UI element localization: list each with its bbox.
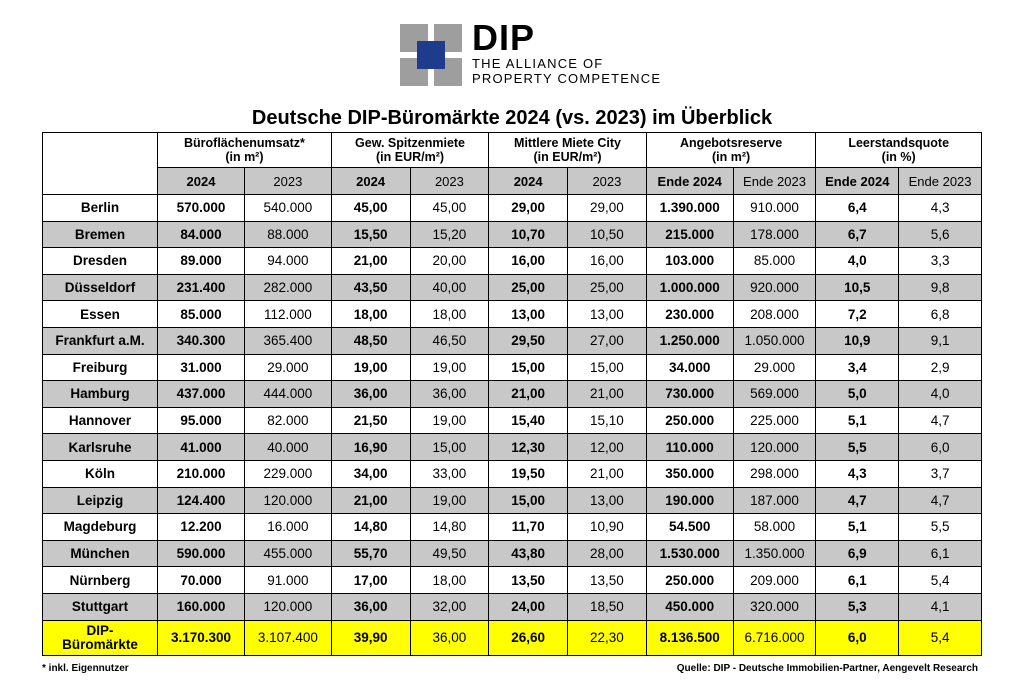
value-cell: 16,90 [331,434,410,461]
total-value-cell: 39,90 [331,620,410,655]
year-header-row [43,168,982,195]
year-header: Ende 2024 [816,168,899,195]
value-cell: 32,00 [410,593,489,620]
value-cell: 84.000 [158,221,245,248]
total-row [43,620,982,655]
value-cell: 21,00 [489,381,568,408]
value-cell: 45,00 [331,195,410,222]
year-header: 2024 [331,168,410,195]
value-cell: 19,50 [489,460,568,487]
value-cell: 120.000 [733,434,816,461]
source-note: Quelle: DIP - Deutsche Immobilien-Partner, Aengevelt Research [676,663,978,674]
value-cell: 13,00 [568,301,647,328]
value-cell: 124.400 [158,487,245,514]
value-cell: 21,50 [331,407,410,434]
value-cell: 85.000 [733,248,816,275]
value-cell: 4,7 [899,407,982,434]
value-cell: 5,0 [816,381,899,408]
total-value-cell: 5,4 [899,620,982,655]
value-cell: 320.000 [733,593,816,620]
value-cell: 82.000 [244,407,331,434]
value-cell: 178.000 [733,221,816,248]
logo-tagline-2: PROPERTY COMPETENCE [472,71,662,86]
value-cell: 18,00 [410,301,489,328]
value-cell: 2,9 [899,354,982,381]
dip-logo-mark-icon [400,24,462,86]
value-cell: 46,50 [410,327,489,354]
value-cell: 1.250.000 [646,327,733,354]
value-cell: 225.000 [733,407,816,434]
value-cell: 730.000 [646,381,733,408]
value-cell: 31.000 [158,354,245,381]
value-cell: 1.530.000 [646,540,733,567]
value-cell: 3,4 [816,354,899,381]
value-cell: 54.500 [646,514,733,541]
value-cell: 160.000 [158,593,245,620]
value-cell: 5,5 [816,434,899,461]
value-cell: 48,50 [331,327,410,354]
value-cell: 365.400 [244,327,331,354]
total-value-cell: 3.170.300 [158,620,245,655]
footnote: * inkl. Eigennutzer [42,663,129,674]
value-cell: 29,00 [489,195,568,222]
value-cell: 231.400 [158,274,245,301]
value-cell: 10,90 [568,514,647,541]
city-cell: Stuttgart [43,593,158,620]
value-cell: 282.000 [244,274,331,301]
value-cell: 9,8 [899,274,982,301]
value-cell: 15,40 [489,407,568,434]
value-cell: 5,4 [899,567,982,594]
value-cell: 21,00 [331,487,410,514]
value-cell: 6,7 [816,221,899,248]
value-cell: 1.390.000 [646,195,733,222]
city-cell: München [43,540,158,567]
table-row [43,248,982,275]
value-cell: 7,2 [816,301,899,328]
value-cell: 9,1 [899,327,982,354]
value-cell: 94.000 [244,248,331,275]
value-cell: 910.000 [733,195,816,222]
value-cell: 19,00 [410,407,489,434]
value-cell: 70.000 [158,567,245,594]
group-header-supply: Angebotsreserve (in m²) [646,133,816,168]
table-row [43,434,982,461]
table-row [43,514,982,541]
table-row [43,460,982,487]
table-row [43,487,982,514]
group-header-prime-rent: Gew. Spitzenmiete (in EUR/m²) [331,133,489,168]
city-cell: Leipzig [43,487,158,514]
value-cell: 14,80 [331,514,410,541]
year-header: Ende 2024 [646,168,733,195]
value-cell: 33,00 [410,460,489,487]
value-cell: 43,50 [331,274,410,301]
value-cell: 5,6 [899,221,982,248]
value-cell: 1.000.000 [646,274,733,301]
year-header: 2023 [568,168,647,195]
table-row [43,327,982,354]
value-cell: 13,00 [568,487,647,514]
value-cell: 298.000 [733,460,816,487]
value-cell: 10,9 [816,327,899,354]
value-cell: 5,3 [816,593,899,620]
value-cell: 437.000 [158,381,245,408]
page-title: Deutsche DIP-Büromärkte 2024 (vs. 2023) im Überblick [251,107,773,129]
value-cell: 12,00 [568,434,647,461]
value-cell: 5,1 [816,514,899,541]
total-value-cell: 22,30 [568,620,647,655]
total-label-cell: DIP- Büromärkte [43,620,158,655]
city-cell: Hamburg [43,381,158,408]
value-cell: 6,8 [899,301,982,328]
value-cell: 3,3 [899,248,982,275]
value-cell: 210.000 [158,460,245,487]
value-cell: 450.000 [646,593,733,620]
value-cell: 250.000 [646,567,733,594]
table-row [43,195,982,222]
total-value-cell: 26,60 [489,620,568,655]
value-cell: 85.000 [158,301,245,328]
table-row [43,221,982,248]
value-cell: 20,00 [410,248,489,275]
value-cell: 15,00 [410,434,489,461]
value-cell: 4,7 [899,487,982,514]
value-cell: 920.000 [733,274,816,301]
value-cell: 15,00 [489,354,568,381]
total-value-cell: 3.107.400 [244,620,331,655]
value-cell: 17,00 [331,567,410,594]
value-cell: 6,9 [816,540,899,567]
value-cell: 19,00 [410,487,489,514]
value-cell: 540.000 [244,195,331,222]
table-row [43,274,982,301]
value-cell: 209.000 [733,567,816,594]
value-cell: 190.000 [646,487,733,514]
value-cell: 4,0 [899,381,982,408]
value-cell: 40.000 [244,434,331,461]
value-cell: 208.000 [733,301,816,328]
table-row [43,301,982,328]
group-header-turnover: Büroflächenumsatz* (in m²) [158,133,332,168]
value-cell: 16.000 [244,514,331,541]
value-cell: 18,00 [410,567,489,594]
value-cell: 29,50 [489,327,568,354]
total-value-cell: 8.136.500 [646,620,733,655]
value-cell: 120.000 [244,487,331,514]
value-cell: 340.300 [158,327,245,354]
total-value-cell: 6,0 [816,620,899,655]
value-cell: 25,00 [568,274,647,301]
value-cell: 28,00 [568,540,647,567]
value-cell: 29.000 [244,354,331,381]
value-cell: 4,3 [816,460,899,487]
value-cell: 10,5 [816,274,899,301]
value-cell: 34.000 [646,354,733,381]
city-cell: Magdeburg [43,514,158,541]
value-cell: 34,00 [331,460,410,487]
value-cell: 58.000 [733,514,816,541]
value-cell: 570.000 [158,195,245,222]
value-cell: 6,4 [816,195,899,222]
year-header: 2023 [410,168,489,195]
value-cell: 29,00 [568,195,647,222]
value-cell: 45,00 [410,195,489,222]
value-cell: 36,00 [331,381,410,408]
value-cell: 215.000 [646,221,733,248]
value-cell: 112.000 [244,301,331,328]
value-cell: 4,7 [816,487,899,514]
value-cell: 55,70 [331,540,410,567]
value-cell: 18,50 [568,593,647,620]
value-cell: 11,70 [489,514,568,541]
value-cell: 6,0 [899,434,982,461]
value-cell: 40,00 [410,274,489,301]
total-value-cell: 6.716.000 [733,620,816,655]
value-cell: 27,00 [568,327,647,354]
table-row [43,567,982,594]
value-cell: 120.000 [244,593,331,620]
value-cell: 12.200 [158,514,245,541]
value-cell: 43,80 [489,540,568,567]
value-cell: 15,50 [331,221,410,248]
value-cell: 250.000 [646,407,733,434]
value-cell: 1.050.000 [733,327,816,354]
value-cell: 103.000 [646,248,733,275]
city-cell: Düsseldorf [43,274,158,301]
value-cell: 13,50 [568,567,647,594]
city-cell: Freiburg [43,354,158,381]
value-cell: 5,5 [899,514,982,541]
value-cell: 19,00 [331,354,410,381]
logo-tagline-1: THE ALLIANCE OF [472,56,604,71]
value-cell: 10,70 [489,221,568,248]
value-cell: 21,00 [568,460,647,487]
value-cell: 25,00 [489,274,568,301]
value-cell: 18,00 [331,301,410,328]
value-cell: 16,00 [568,248,647,275]
value-cell: 4,1 [899,593,982,620]
value-cell: 49,50 [410,540,489,567]
city-cell: Hannover [43,407,158,434]
value-cell: 36,00 [410,381,489,408]
year-header: Ende 2023 [899,168,982,195]
city-cell: Köln [43,460,158,487]
value-cell: 15,20 [410,221,489,248]
value-cell: 229.000 [244,460,331,487]
value-cell: 21,00 [331,248,410,275]
value-cell: 13,50 [489,567,568,594]
city-cell: Dresden [43,248,158,275]
year-header: Ende 2023 [733,168,816,195]
value-cell: 16,00 [489,248,568,275]
group-header-avg-rent: Mittlere Miete City (in EUR/m²) [489,133,647,168]
value-cell: 89.000 [158,248,245,275]
value-cell: 4,0 [816,248,899,275]
year-header: 2023 [244,168,331,195]
value-cell: 4,3 [899,195,982,222]
value-cell: 15,10 [568,407,647,434]
year-header: 2024 [489,168,568,195]
value-cell: 24,00 [489,593,568,620]
city-cell: Essen [43,301,158,328]
value-cell: 13,00 [489,301,568,328]
value-cell: 29.000 [733,354,816,381]
value-cell: 110.000 [646,434,733,461]
value-cell: 230.000 [646,301,733,328]
value-cell: 6,1 [899,540,982,567]
logo-name: DIP [472,17,536,58]
value-cell: 10,50 [568,221,647,248]
value-cell: 187.000 [733,487,816,514]
table-row [43,593,982,620]
corner-cell [43,133,158,195]
value-cell: 36,00 [331,593,410,620]
table-row [43,540,982,567]
value-cell: 444.000 [244,381,331,408]
total-value-cell: 36,00 [410,620,489,655]
city-cell: Frankfurt a.M. [43,327,158,354]
value-cell: 21,00 [568,381,647,408]
value-cell: 5,1 [816,407,899,434]
table-row [43,354,982,381]
table-row [43,381,982,408]
value-cell: 19,00 [410,354,489,381]
value-cell: 1.350.000 [733,540,816,567]
city-cell: Karlsruhe [43,434,158,461]
group-header-vacancy: Leerstandsquote (in %) [816,133,982,168]
value-cell: 6,1 [816,567,899,594]
value-cell: 569.000 [733,381,816,408]
city-cell: Nürnberg [43,567,158,594]
table-row [43,407,982,434]
value-cell: 41.000 [158,434,245,461]
value-cell: 15,00 [489,487,568,514]
value-cell: 590.000 [158,540,245,567]
group-header-row [43,133,982,168]
value-cell: 3,7 [899,460,982,487]
value-cell: 350.000 [646,460,733,487]
value-cell: 12,30 [489,434,568,461]
value-cell: 95.000 [158,407,245,434]
value-cell: 15,00 [568,354,647,381]
value-cell: 14,80 [410,514,489,541]
value-cell: 91.000 [244,567,331,594]
dip-logo [400,17,670,92]
city-cell: Bremen [43,221,158,248]
value-cell: 455.000 [244,540,331,567]
office-market-table [42,132,982,656]
value-cell: 88.000 [244,221,331,248]
year-header: 2024 [158,168,245,195]
city-cell: Berlin [43,195,158,222]
